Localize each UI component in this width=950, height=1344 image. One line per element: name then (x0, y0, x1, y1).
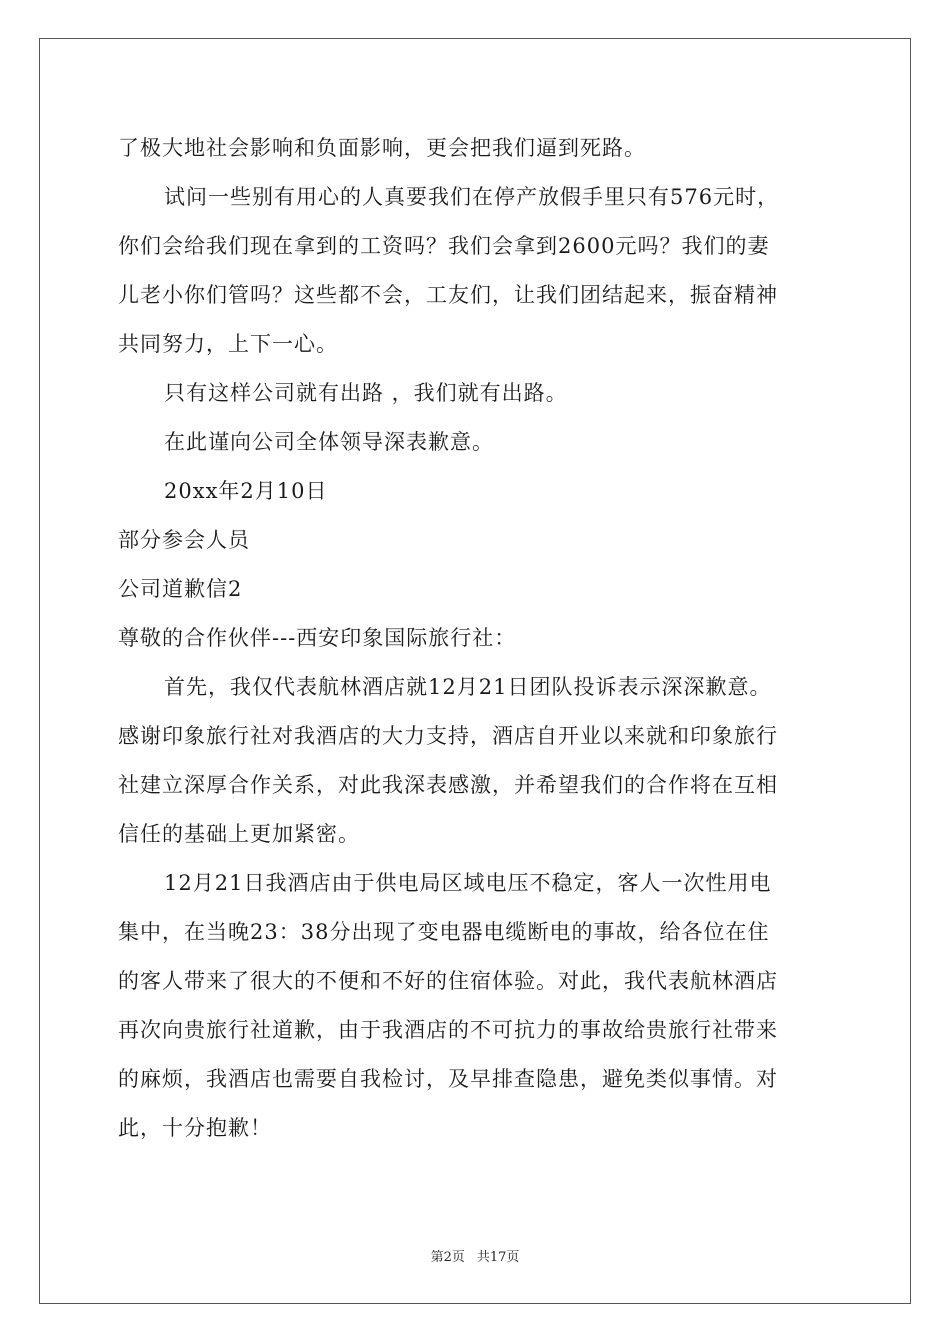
text-line: 的客人带来了很大的不便和不好的住宿体验。对此，我代表航林酒店 (118, 969, 778, 993)
paragraph-start: 首先，我仅代表航林酒店就12月21日团队投诉表示深深歉意。 (164, 675, 772, 699)
text-line: 信任的基础上更加紧密。 (118, 822, 360, 846)
text-line: 再次向贵旅行社道歉，由于我酒店的不可抗力的事故给贵旅行社带来 (118, 1018, 778, 1042)
text-line: 了极大地社会影响和负面影响，更会把我们逼到死路。 (118, 136, 646, 160)
text-line: 社建立深厚合作关系，对此我深表感激，并希望我们的合作将在互相 (118, 773, 778, 797)
document-body (118, 124, 838, 1153)
section-title: 公司道歉信2 (118, 577, 243, 601)
paragraph-start: 只有这样公司就有出路 ，我们就有出路。 (164, 381, 568, 405)
text-line: 感谢印象旅行社对我酒店的大力支持，酒店自开业以来就和印象旅行 (118, 724, 778, 748)
text-line: 的麻烦，我酒店也需要自我检讨，及早排查隐患，避免类似事情。对 (118, 1067, 778, 1091)
text-line: 此，十分抱歉！ (118, 1116, 272, 1140)
letter-date: 20xx年2月10日 (164, 479, 328, 503)
text-line: 你们会给我们现在拿到的工资吗？我们会拿到2600元吗？我们的妻 (118, 234, 770, 258)
paragraph-start: 在此谨向公司全体领导深表歉意。 (164, 430, 494, 454)
paragraph-start: 12月21日我酒店由于供电局区域电压不稳定，客人一次性用电 (164, 871, 772, 895)
page-number-current: 第2页 (430, 1250, 465, 1265)
text-line: 集中，在当晚23：38分出现了变电器电缆断电的事故，给各位在住 (118, 920, 770, 944)
paragraph-start: 试问一些别有用心的人真要我们在停产放假手里只有576元时， (164, 185, 780, 209)
page-footer (0, 1246, 950, 1265)
letter-signature: 部分参会人员 (118, 528, 250, 552)
letter-salutation: 尊敬的合作伙伴---西安印象国际旅行社： (118, 626, 517, 650)
text-line: 共同努力，上下一心。 (118, 332, 338, 356)
text-line: 儿老小你们管吗？这些都不会，工友们，让我们团结起来，振奋精神 (118, 283, 778, 307)
page-number-total: 共17页 (476, 1250, 520, 1265)
